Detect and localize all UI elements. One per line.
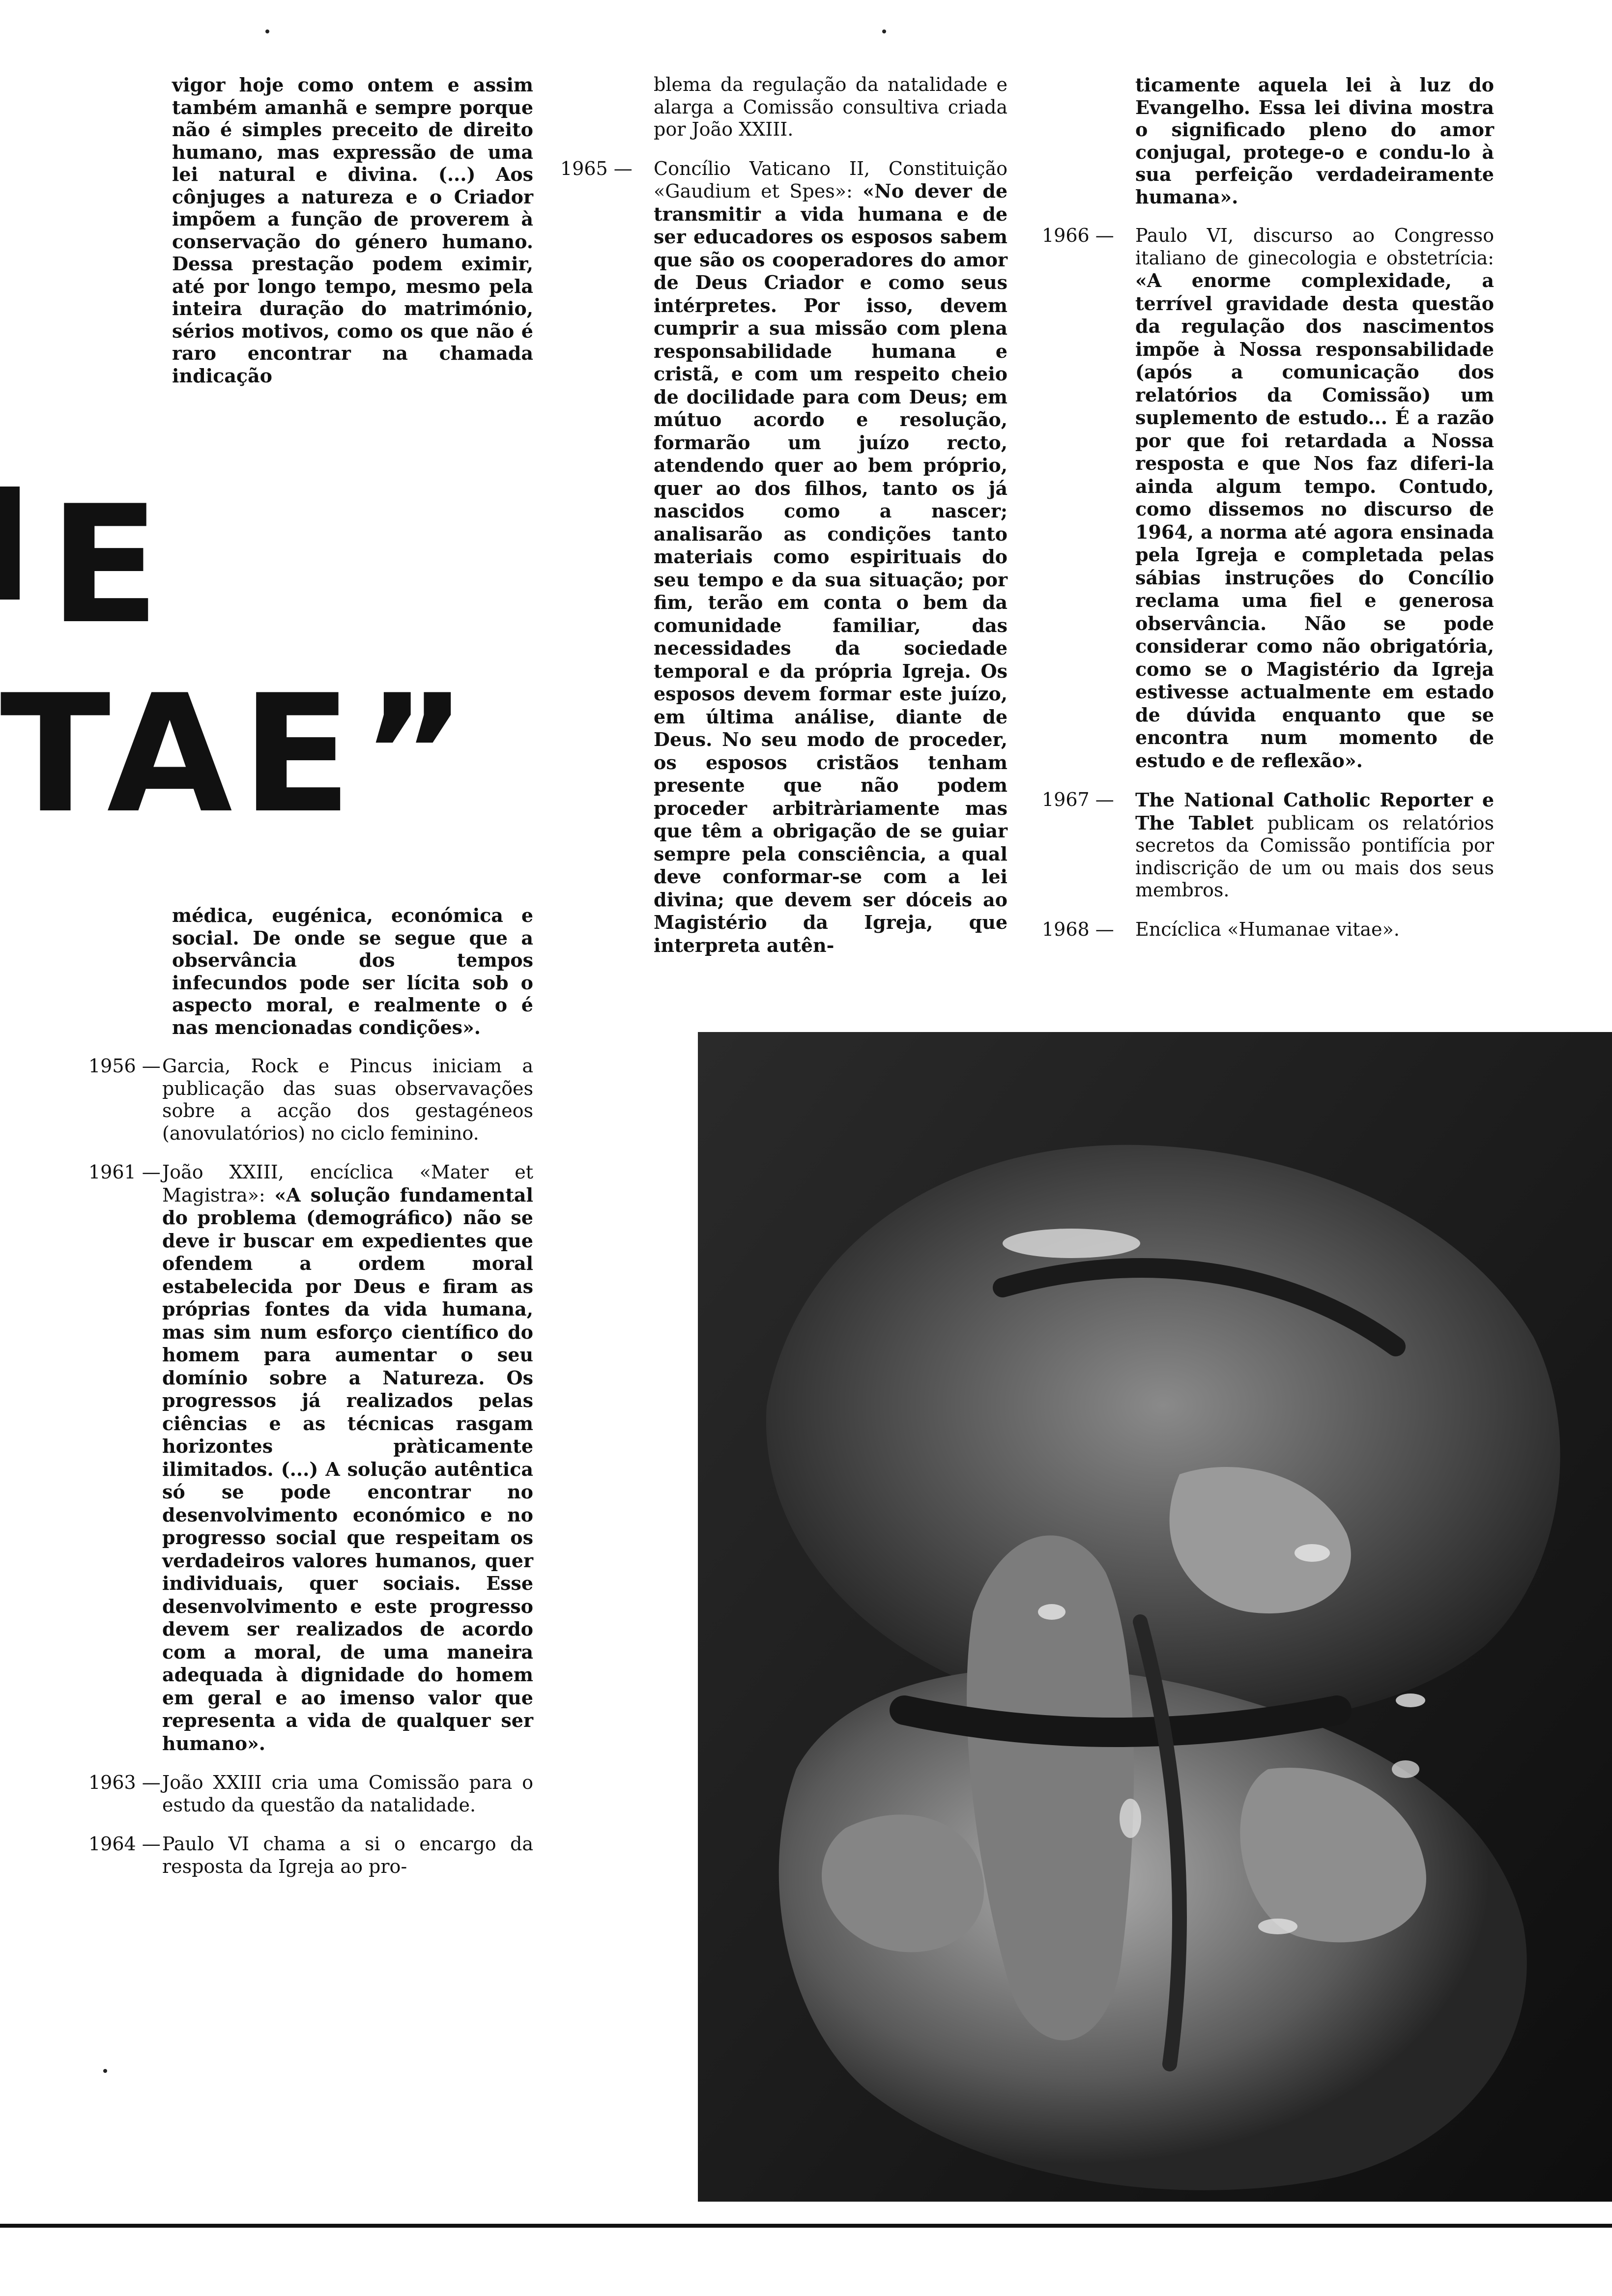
column-1-bottom xyxy=(88,904,533,1894)
column-2 xyxy=(560,74,1008,974)
timeline-entry-1961: 1961 — João XXIII, encíclica «Mater et Magistra»: «A solução fundamental do problema (demográfico) não se deve ir buscar em expedientes que ofendem a ordem moral estabelecida por Deus e firam as próprias fontes da vida humana, mas sim num esforço científico do homem para aumentar o seu domínio sobre a Natureza. Os progressos já realizados pelas ciências e as técnicas rasgam horizontes pràticamente ilimitados. (...) A solução autêntica só se pode encontrar no desenvolvimento económico e no progresso social que respeitam os verdadeiros valores humanos, quer individuais, quer sociais. Esse desenvolvimento e este progresso devem ser realizados de acordo com a moral, de uma maneira adequada à dignidade do homem em geral e ao imenso valor que representa a vida de qualquer ser humano». xyxy=(88,1161,533,1754)
print-speck xyxy=(265,29,269,33)
timeline-entry-1963: 1963 — João XXIII cria uma Comissão para o estudo da questão da natalidade. xyxy=(88,1772,533,1816)
year-label: 1965 — xyxy=(560,157,633,179)
paragraph: médica, eugénica, económica e social. De onde se segue que a observância dos tempos infecundos pode ser lícita sob o aspecto moral, e realmente o é nas mencionadas condições». xyxy=(172,904,533,1038)
year-label: 1961 — xyxy=(88,1161,161,1183)
headline-fragment-e: E xyxy=(49,471,160,660)
paragraph: ticamente aquela lei à luz do Evangelho. Essa lei divina mostra o significado pleno do amor conjugal, protege-o e condu-lo à sua perfeição verdadeiramente humana». xyxy=(1135,74,1494,208)
year-label: 1966 — xyxy=(1042,225,1114,246)
year-label: 1956 — xyxy=(88,1055,161,1077)
timeline-entry-1964: 1964 — Paulo VI chama a si o encargo da resposta da Igreja ao pro- xyxy=(88,1833,533,1877)
cropped-letter-stroke xyxy=(0,487,20,600)
bottom-rule xyxy=(0,2224,1612,2228)
timeline-entry-1965: 1965 — Concílio Vaticano II, Constituição «Gaudium et Spes»: «No dever de transmitir a vida humana e de ser educadores os esposos sabem que são os cooperadores do amor de Deus Criador e como seus intérpretes. Por isso, devem cumprir a sua missão com plena responsabilidade humana e cristã, e com um respeito cheio de docilidade para com Deus; em mútuo acordo e resolução, formarão um juízo recto, atendendo quer ao bem próprio, quer ao dos filhos, tanto os já nascidos como a nascer; analisarão as condições tanto materiais como espirituais do seu tempo e da sua situação; por fim, terão em conta o bem da comunidade familiar, das necessidades da sociedade temporal e da própria Igreja. Os esposos devem formar este juízo, em última análise, diante de Deus. No seu modo de proceder, os esposos cristãos tenham presente que não podem proceder arbitràriamente mas que têm a obrigação de se guiar sempre pela consciência, a qual deve conformar-se com a lei divina; que devem ser dóceis ao Magistério da Igreja, que interpreta autên- xyxy=(560,157,1008,956)
column-3 xyxy=(1042,74,1494,957)
paragraph: blema da regulação da natalidade e alarga a Comissão consultiva criada por João XXIII. xyxy=(654,74,1008,140)
timeline-entry-1956: 1956 — Garcia, Rock e Pincus iniciam a publicação das suas observavações sobre a acção dos gestagéneos (anovulatórios) no ciclo feminino. xyxy=(88,1055,533,1144)
timeline-entry-1968: 1968 — Encíclica «Humanae vitae». xyxy=(1042,918,1400,940)
print-speck xyxy=(103,2069,107,2073)
paragraph: vigor hoje como ontem e assim também amanhã e sempre porque não é simples preceito de direito humano, mas expressão de uma lei natural e divina. (...) Aos cônjuges a natureza e o Criador impõem a função de proverem à conservação do género humano. Dessa prestação podem eximir, até por longo tempo, mesmo pela inteira duração do matrimónio, sérios motivos, como os que não é raro encontrar na chamada indicação xyxy=(172,74,533,387)
timeline-entry-1966: 1966 — Paulo VI, discurso ao Congresso italiano de ginecologia e obstetrícia: «A enorme complexidade, a terrível gravidade desta questão da regulação dos nascimentos impõe à Nossa responsabilidade (após a comunicação dos relatórios da Comissão) um suplemento de estudo... É a razão por que foi retardada a Nossa resposta e que Nos faz diferi-la ainda algum tempo. Contudo, como dissemos no discurso de 1964, a norma até agora ensinada pela Igreja e completada pelas sábias instruções do Concílio reclama uma fiel e generosa observância. Não se pode considerar como não obrigatória, como se o Magistério da Igreja estivesse actualmente em estado de dúvida enquanto que se encontra num momento de estudo e de reflexão». xyxy=(1042,225,1494,772)
year-label: 1964 — xyxy=(88,1833,161,1855)
year-label: 1967 — xyxy=(1042,789,1114,810)
column-1-top xyxy=(172,74,533,387)
hands-photograph xyxy=(698,1032,1612,2202)
timeline-entry-1967: 1967 — The National Catholic Reporter e The Tablet publicam os relatórios secretos da Comissão pontifícia por indiscrição de um ou mais dos seus membros. xyxy=(1042,789,1494,901)
print-speck xyxy=(882,29,886,33)
hands-illustration xyxy=(698,1032,1612,2202)
headline-fragment-tae: TAE” xyxy=(0,660,477,849)
year-label: 1963 — xyxy=(88,1772,161,1793)
year-label: 1968 — xyxy=(1042,918,1114,940)
